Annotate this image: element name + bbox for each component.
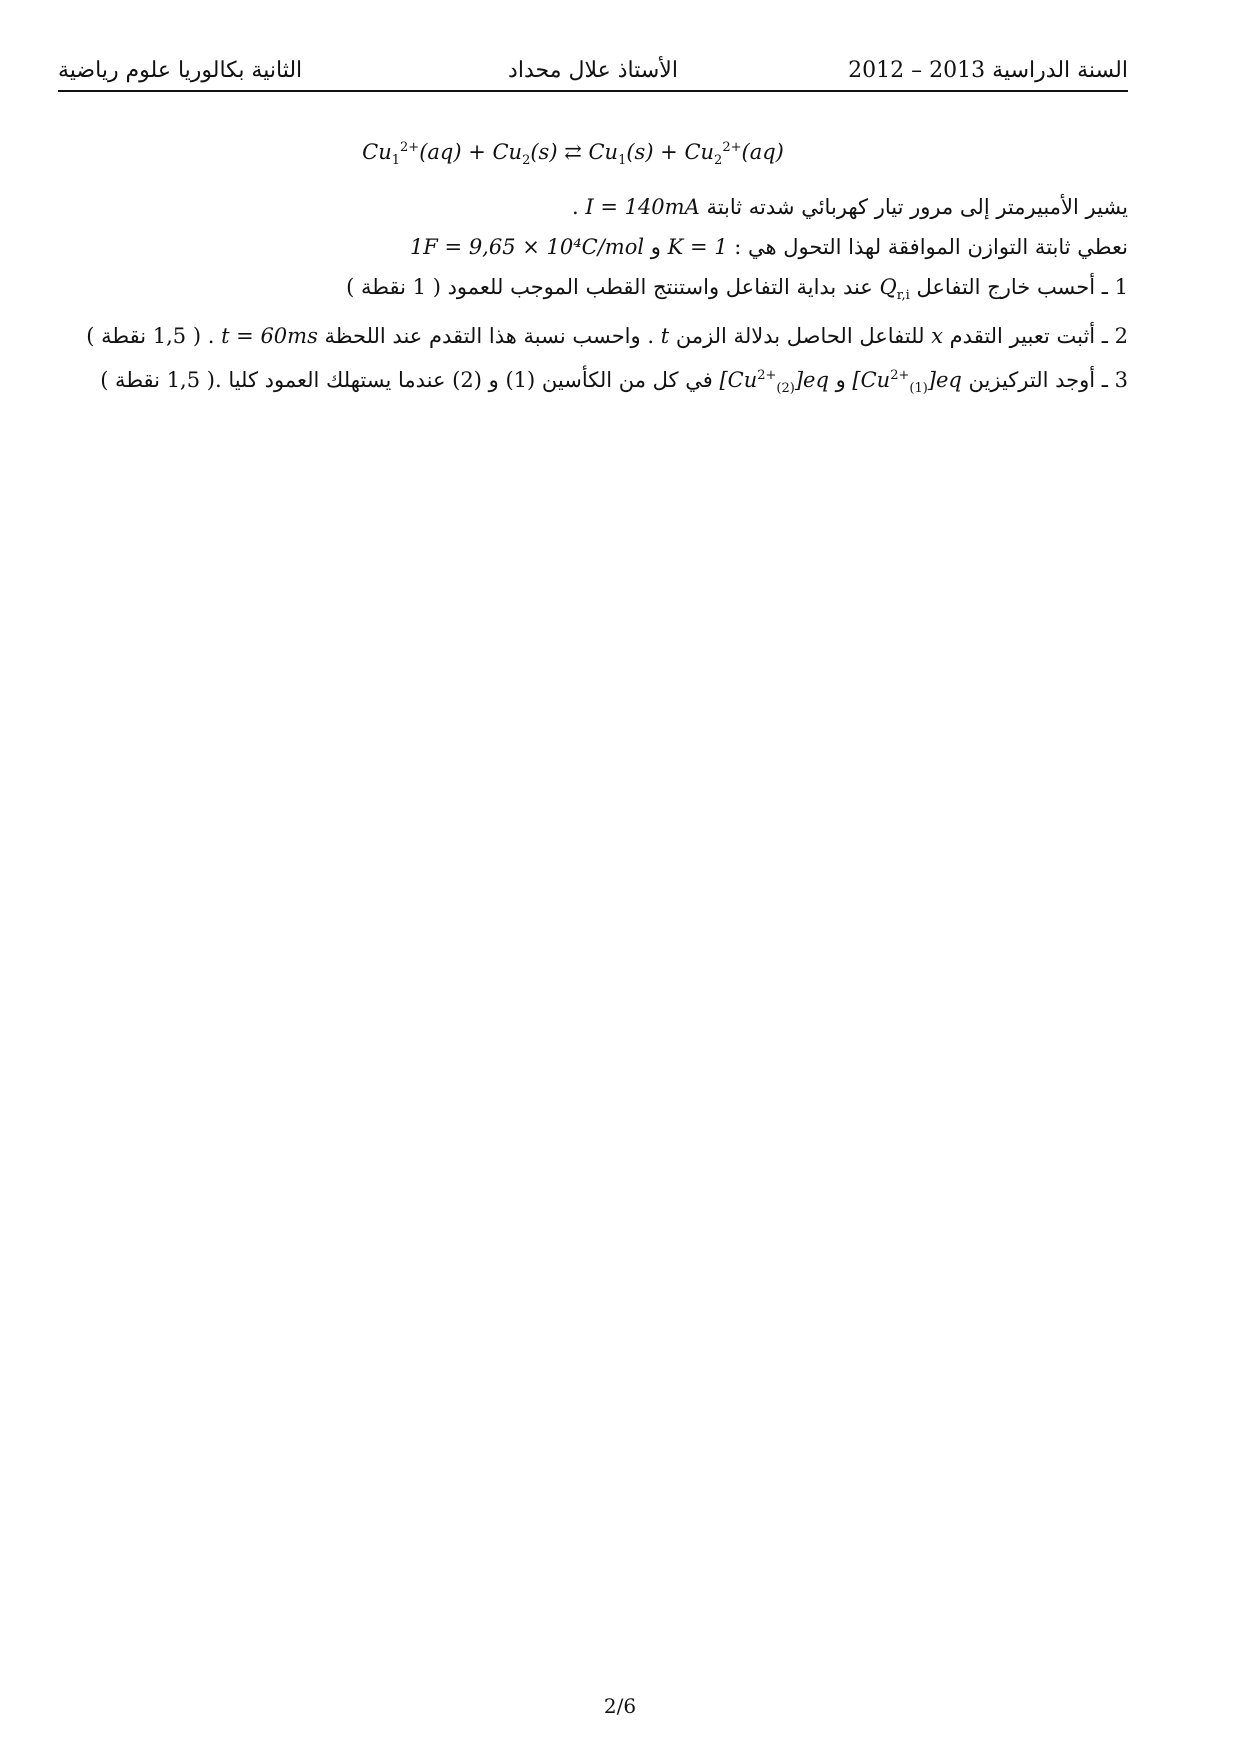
faraday-constant: 1F = 9,65 × 10⁴C/mol — [409, 235, 645, 260]
time-instant: t = 60ms — [221, 324, 318, 349]
header-rule — [58, 90, 1128, 92]
question-3: 3 ـ أوجد التركيزين $[Cu^{2+}_{(1)}]eq$ و $[Cu^{2+}_{(2)}]eq$ في كل من الكأسين (1) و (2) عندما يستهلك العمود كليا .( 1,5 نقطة ) — [100, 368, 1128, 397]
school-year: السنة الدراسية 2013 – 2012 — [848, 58, 1128, 83]
reaction-equation: $Cu_1^{2+}(aq) + Cu_2(s)$ ⇄ $Cu_1(s) + Cu_2^{2+}(aq)$ — [362, 140, 784, 169]
page-number: 2/6 — [603, 1694, 637, 1718]
class-level: الثانية بكالوريا علوم رياضية — [58, 58, 303, 83]
teacher-name: الأستاذ علال محداد — [508, 58, 678, 83]
current-value: I = 140mA — [585, 195, 700, 220]
reaction-quotient: $Q_{r,i}$ — [879, 275, 910, 304]
ammeter-statement: يشير الأمبيرمتر إلى مرور تيار كهربائي شدته ثابتة I = 140mA . — [571, 195, 1128, 220]
document-body — [58, 128, 1128, 410]
equilibrium-constant: K = 1 — [667, 235, 728, 260]
question-1: 1 ـ أحسب خارج التفاعل $Q_{r,i}$ عند بداية التفاعل واستنتج القطب الموجب للعمود ( 1 نقطة ) — [346, 275, 1128, 304]
concentration-1: $[Cu^{2+}_{(1)}]eq$ — [852, 368, 962, 397]
concentration-2: $[Cu^{2+}_{(2)}]eq$ — [719, 368, 829, 397]
given-constants: نعطي ثابتة التوازن الموافقة لهذا التحول هي : K = 1 و 1F = 9,65 × 10⁴C/mol — [409, 235, 1128, 260]
page-header — [58, 54, 1128, 92]
question-2: 2 ـ أثبت تعبير التقدم x للتفاعل الحاصل بدلالة الزمن t . واحسب نسبة هذا التقدم عند اللحظة t = 60ms . ( 1,5 نقطة ) — [86, 324, 1128, 349]
